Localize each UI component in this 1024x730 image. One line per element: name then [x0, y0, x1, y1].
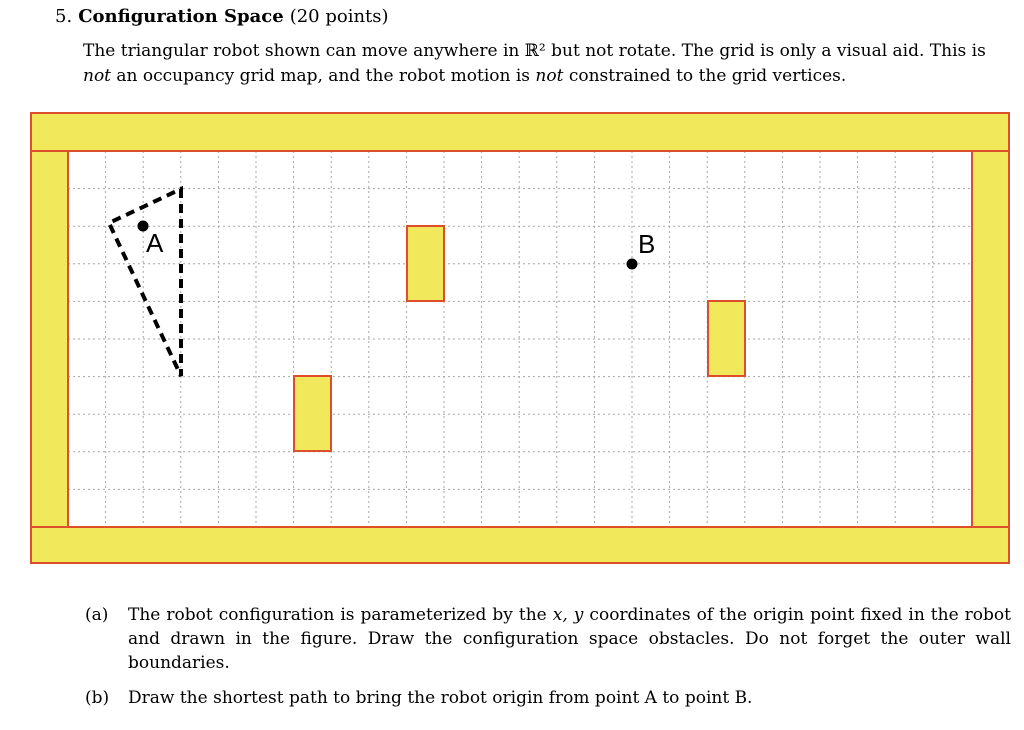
problem-number: 5. [55, 6, 73, 27]
intro-space-symbol: ℝ² [524, 41, 546, 61]
intro-text-1: The triangular robot shown can move anywhere in [83, 41, 525, 61]
obstacle-1 [407, 226, 444, 301]
part-a-tag: (a) [85, 605, 109, 625]
part-a [85, 603, 1011, 675]
part-b [85, 686, 1011, 710]
intro-emphasis-2: not [535, 66, 564, 86]
intro-text-4: constrained to the grid vertices. [563, 66, 847, 86]
wall-top [31, 113, 1009, 151]
part-a-text-1: The robot configuration is parameterized by the [128, 605, 553, 625]
wall-left [31, 151, 68, 527]
part-a-text [128, 603, 1011, 675]
problem-points: (20 points) [289, 6, 389, 27]
point-b-marker [627, 259, 638, 270]
intro-emphasis-1: not [83, 66, 112, 86]
point-a-label: A [146, 228, 164, 258]
wall-bottom [31, 527, 1009, 563]
problem-parts [85, 603, 1011, 710]
grid [68, 151, 972, 527]
part-b-text [128, 686, 1011, 710]
robot-triangle [109, 189, 181, 376]
obstacle-3 [294, 376, 331, 451]
part-a-text-2: coordinates of the origin point fixed in the robot and drawn in the figure. Draw the configuration space obstacles. Do not forget the outer wall boundaries. [128, 605, 1011, 673]
obstacle-2 [708, 301, 745, 376]
part-b-tag: (b) [85, 688, 110, 708]
intro-text-3: an occupancy grid map, and the robot motion is [111, 66, 536, 86]
intro-text-2: but not rotate. The grid is only a visual aid. This is [545, 41, 986, 61]
point-b-label: B [638, 229, 656, 259]
part-a-math: x, y [552, 605, 584, 625]
problem-title: Configuration Space [78, 6, 284, 27]
part-b-text-1: Draw the shortest path to bring the robot origin from point A to point B. [128, 688, 753, 708]
wall-right [972, 151, 1009, 527]
